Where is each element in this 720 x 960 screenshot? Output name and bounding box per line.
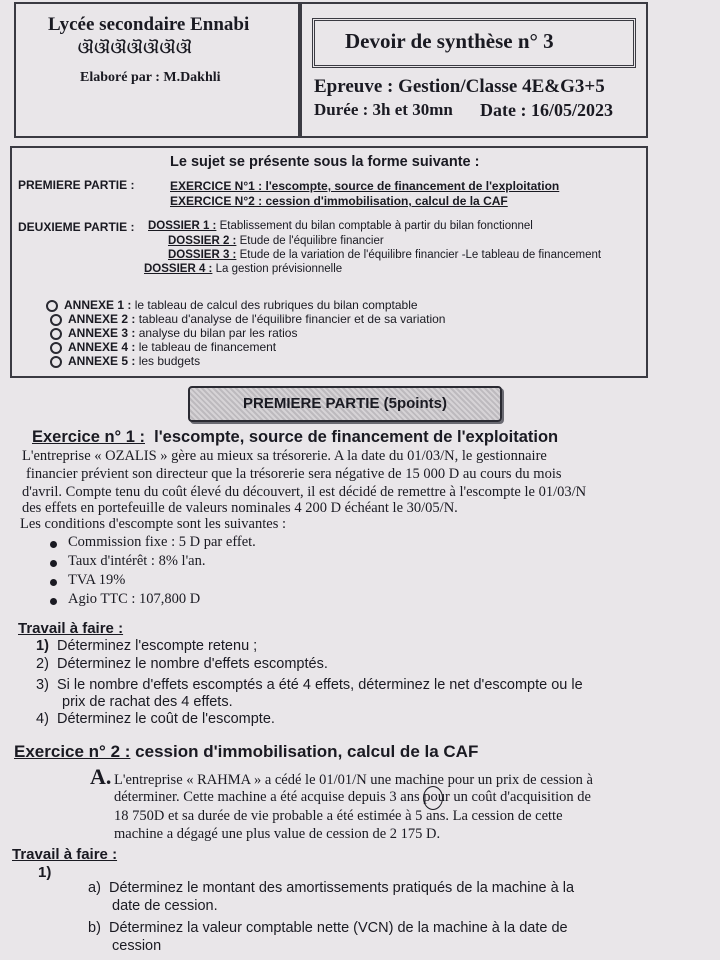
part2-label: DEUXIEME PARTIE : <box>18 220 135 234</box>
ex2-subtask-a: a) Déterminez le montant des amortissements pratiqués de la machine à la <box>88 880 575 896</box>
ex1-task-2: 2) Déterminez le nombre d'effets escomptés. <box>36 656 328 672</box>
exam-title: Devoir de synthèse n° 3 <box>345 29 554 53</box>
part1-label: PREMIERE PARTIE : <box>18 178 135 192</box>
subject-line: Epreuve : Gestion/Classe 4E&G3+5 <box>314 76 605 97</box>
annex-item-5: ANNEXE 5 : les budgets <box>50 354 200 368</box>
summary-dossier-1: DOSSIER 1 : Etablissement du bilan comptable à partir du bilan fonctionnel <box>148 220 533 232</box>
ex1-para-line-3: d'avril. Compte tenu du coût élevé du découvert, il est décidé de remettre à l'escompte le 01/03/N <box>22 484 587 500</box>
bullet-icon <box>50 579 57 586</box>
duration-line: Durée : 3h et 30mn <box>314 100 453 119</box>
exam-title-box <box>312 18 636 68</box>
school-name: Lycée secondaire Ennabi <box>48 14 250 35</box>
bullet-icon <box>50 356 62 368</box>
ex1-para-line-1: L'entreprise « OZALIS » gère au mieux sa trésorerie. A la date du 01/03/N, le gestionnaire <box>22 448 547 464</box>
ex2-para-line-4: machine a dégagé une plus value de cession de 2 175 D. <box>114 826 441 842</box>
summary-dossier-2: DOSSIER 2 : Etude de l'équilibre financier <box>168 235 384 247</box>
ex2-part-a-marker: A. <box>90 764 112 789</box>
bullet-icon <box>50 342 62 354</box>
part1-banner-text: PREMIERE PARTIE (5points) <box>243 395 447 412</box>
annex-item-4: ANNEXE 4 : le tableau de financement <box>50 340 276 354</box>
bullet-icon <box>50 328 62 340</box>
exercise-2-title: Exercice n° 2 : cession d'immobilisation, calcul de la CAF <box>14 742 479 761</box>
ex1-task-3-cont: prix de rachat des 4 effets. <box>62 694 233 710</box>
ex2-para-line-2: déterminer. Cette machine a été acquise depuis 3 ans pour un coût d'acquisition de <box>114 789 591 805</box>
date-line: Date : 16/05/2023 <box>480 100 613 120</box>
ex2-para-line-3: 18 750D et sa durée de vie probable a été estimée à 5 ans. La cession de cette <box>114 808 563 824</box>
handwritten-circle-mark <box>423 786 443 810</box>
ornament-decoration: ଔଔଔଔଔଔଔ <box>78 40 193 57</box>
annex-item-1: ANNEXE 1 : le tableau de calcul des rubriques du bilan comptable <box>46 298 418 312</box>
bullet-icon <box>50 598 57 605</box>
ex2-subtask-b-cont: cession <box>112 938 162 954</box>
author-line: Elaboré par : M.Dakhli <box>80 70 221 85</box>
ex1-task-4: 4) Déterminez le coût de l'escompte. <box>36 711 275 727</box>
summary-dossier-3: DOSSIER 3 : Etude de la variation de l'équilibre financier -Le tableau de financement <box>168 249 602 261</box>
exercise-1-title: Exercice n° 1 : l'escompte, source de financement de l'exploitation <box>32 428 559 446</box>
ex2-work-label: Travail à faire : <box>12 846 118 863</box>
ex1-work-label: Travail à faire : <box>18 620 124 637</box>
ex2-question-1: 1) <box>38 864 52 881</box>
bullet-icon <box>50 541 57 548</box>
ex1-condition-1: Commission fixe : 5 D par effet. <box>68 534 256 550</box>
bullet-icon <box>50 314 62 326</box>
summary-intro: Le sujet se présente sous la forme suivante : <box>170 154 480 170</box>
ex1-task-1: 1) Déterminez l'escompte retenu ; <box>36 638 258 654</box>
ex2-para-line-1: L'entreprise « RAHMA » a cédé le 01/01/N une machine pour un prix de cession à <box>114 772 593 788</box>
annex-item-3: ANNEXE 3 : analyse du bilan par les ratios <box>50 326 297 340</box>
header-left-box <box>14 2 300 138</box>
ex1-para-line-5: Les conditions d'escompte sont les suivantes : <box>20 516 286 532</box>
bullet-icon <box>50 560 57 567</box>
ex1-para-line-4: des effets en portefeuille de valeurs nominales 4 200 D échéant le 30/05/N. <box>22 500 458 516</box>
summary-exercise-2: EXERCICE N°2 : cession d'immobilisation, calcul de la CAF <box>170 194 508 208</box>
ex2-subtask-a-cont: date de cession. <box>112 898 218 914</box>
ex1-condition-2: Taux d'intérêt : 8% l'an. <box>68 553 206 569</box>
ex2-subtask-b: b) Déterminez la valeur comptable nette (VCN) de la machine à la date de <box>88 920 568 936</box>
ex1-condition-3: TVA 19% <box>68 572 126 588</box>
summary-box <box>10 146 648 378</box>
ex1-para-line-2: financier prévient son directeur que la trésorerie sera négative de 15 000 D au cours du mois <box>26 466 562 482</box>
ex1-condition-4: Agio TTC : 107,800 D <box>68 591 201 607</box>
summary-dossier-4: DOSSIER 4 : La gestion prévisionnelle <box>144 263 343 275</box>
ex1-task-3: 3) Si le nombre d'effets escomptés a été 4 effets, déterminez le net d'escompte ou le <box>36 677 583 693</box>
part1-banner <box>188 386 502 422</box>
annex-item-2: ANNEXE 2 : tableau d'analyse de l'équilibre financier et de sa variation <box>50 312 445 326</box>
summary-exercise-1: EXERCICE N°1 : l'escompte, source de financement de l'exploitation <box>170 179 560 193</box>
bullet-icon <box>46 300 58 312</box>
